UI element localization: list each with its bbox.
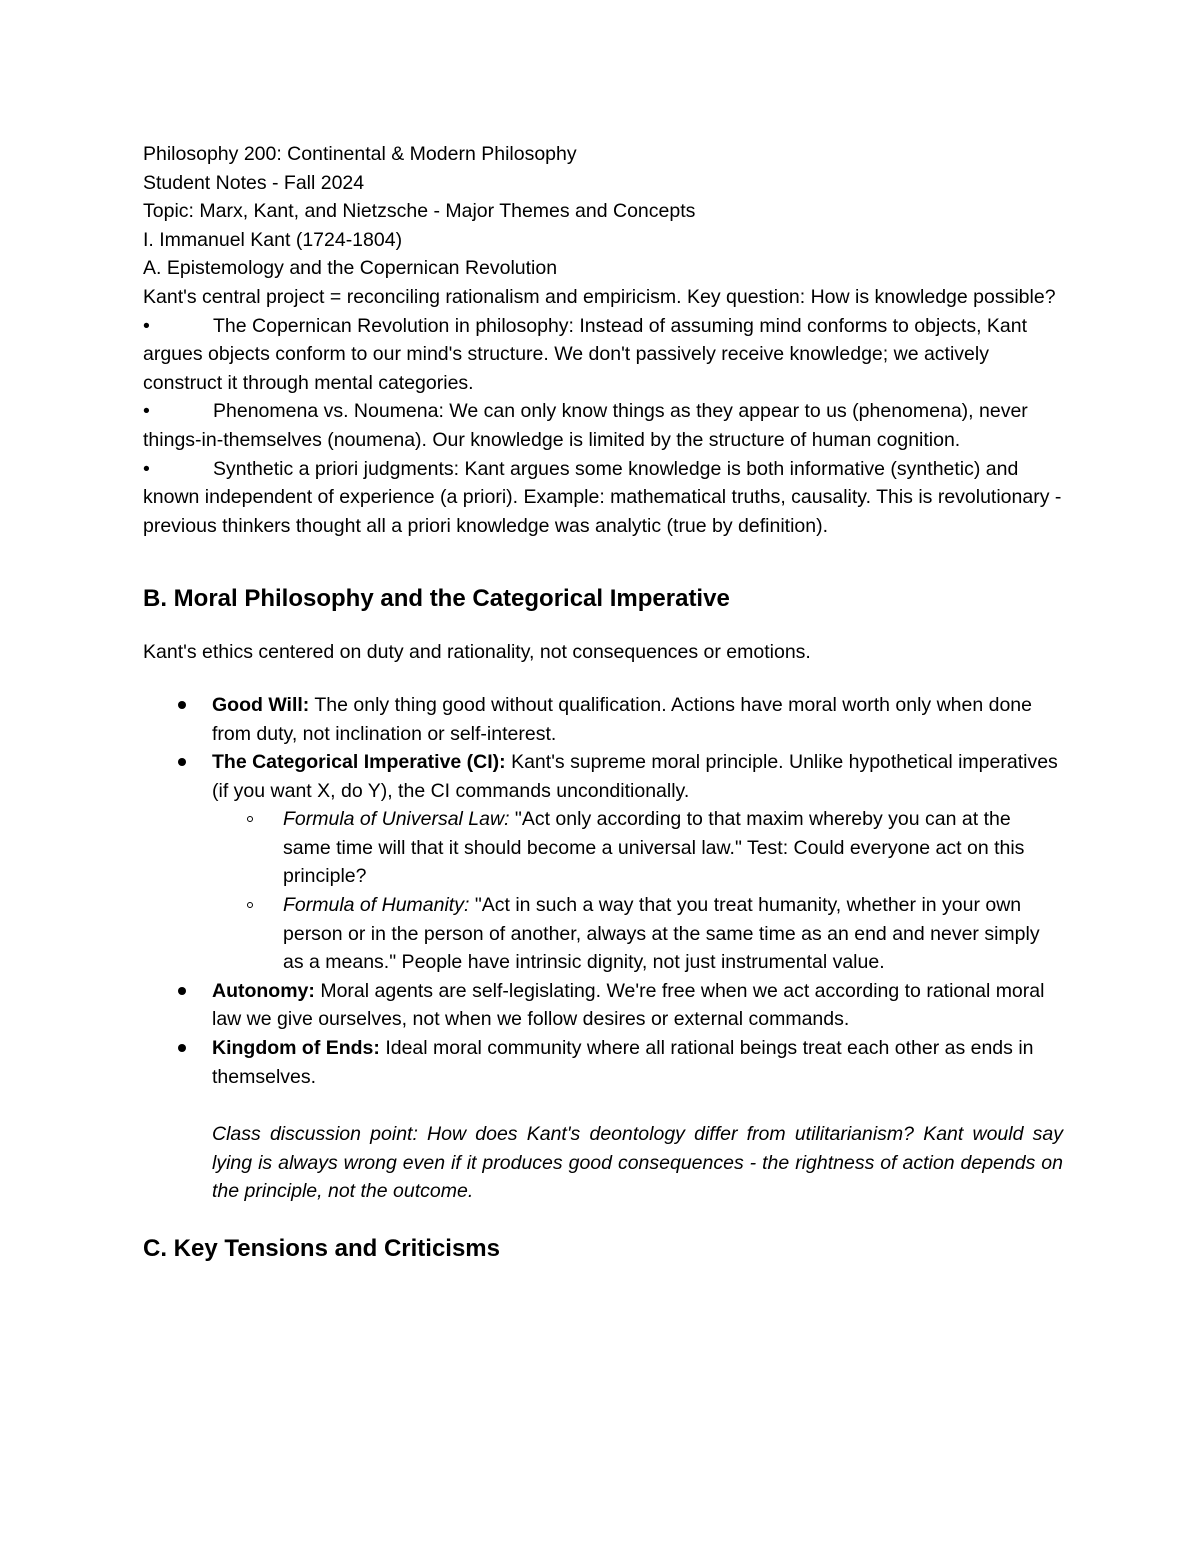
bullet-text: Phenomena vs. Noumena: We can only know things as they appear to us (phenomena), never things-in-themselves (noumena). Our knowledge is limited by the structure of human cognition.	[143, 400, 1028, 451]
section-a-intro: Kant's central project = reconciling rationalism and empiricism. Key question: How is knowledge possible?	[143, 285, 1056, 308]
list-item-kingdom-of-ends	[212, 1034, 1063, 1091]
list-item-autonomy	[212, 977, 1063, 1034]
ci-formula-list	[212, 805, 1063, 977]
course-title: Philosophy 200: Continental & Modern Philosophy	[143, 143, 577, 165]
bullet-glyph: •	[143, 314, 150, 337]
formula-text: "Act in such a way that you treat humanity, whether in your own person or in the person of another, always at the same time as an end and never simply as a means." People have intrinsic dignity, not just instrumental value.	[283, 894, 1040, 974]
section-a-title: A. Epistemology and the Copernican Revolution	[143, 257, 558, 280]
section-b-list	[143, 691, 1063, 1091]
term-text: Ideal moral community where all rational beings treat each other as ends in themselves.	[212, 1037, 1034, 1088]
term-label: Good Will:	[212, 693, 310, 716]
formula-text: "Act only according to that maxim whereby you can at the same time will that it should become a universal law." Test: Could everyone act on this principle?	[283, 808, 1025, 888]
bullet-glyph: •	[143, 400, 150, 423]
section-a-bullet-2	[143, 397, 1063, 454]
bullet-text: The Copernican Revolution in philosophy: Instead of assuming mind conforms to objects, Kant argues objects conform to our mind's structure. We don't passively receive knowledge; we actively construct it through mental categories.	[143, 314, 1028, 394]
term-label: Autonomy:	[212, 979, 315, 1002]
term-label: Kingdom of Ends:	[212, 1037, 380, 1060]
document-page	[143, 140, 1063, 1264]
term-text: The only thing good without qualification. Actions have moral worth only when done from duty, not inclination or self-interest.	[212, 693, 1032, 745]
section-i-title: I. Immanuel Kant (1724-1804)	[143, 228, 403, 251]
bullet-circle-icon	[247, 816, 253, 822]
section-b-intro: Kant's ethics centered on duty and rationality, not consequences or emotions.	[143, 641, 811, 664]
bullet-dot-icon	[178, 1044, 186, 1052]
notes-subtitle: Student Notes - Fall 2024	[143, 171, 365, 194]
formula-label: Formula of Universal Law:	[283, 808, 510, 831]
section-c-heading: C. Key Tensions and Criticisms	[143, 1235, 500, 1262]
bullet-glyph: •	[143, 457, 150, 480]
term-label: The Categorical Imperative (CI):	[212, 751, 506, 774]
class-discussion-note: Class discussion point: How does Kant's deontology differ from utilitarianism? Kant would say lying is always wrong even if it produces good consequences - the rightness of action depends on the principle, not the outcome.	[212, 1123, 1063, 1203]
list-item-good-will	[212, 691, 1063, 748]
term-text: Kant's supreme moral principle. Unlike hypothetical imperatives (if you want X, do Y), the CI commands unconditionally.	[212, 751, 1058, 802]
term-text: Moral agents are self-legislating. We're free when we act according to rational moral law we give ourselves, not when we follow desires or external commands.	[212, 979, 1045, 1031]
bullet-circle-icon	[247, 902, 253, 908]
list-item-universal-law	[283, 805, 1063, 891]
section-a-bullet-3	[143, 455, 1063, 541]
topic-line: Topic: Marx, Kant, and Nietzsche - Major Themes and Concepts	[143, 200, 696, 223]
section-a-bullet-1	[143, 312, 1063, 398]
list-item-humanity	[283, 891, 1063, 977]
list-item-categorical-imperative	[212, 748, 1063, 977]
section-b-heading: B. Moral Philosophy and the Categorical Imperative	[143, 585, 730, 613]
bullet-dot-icon	[178, 987, 186, 995]
bullet-text: Synthetic a priori judgments: Kant argues some knowledge is both informative (synthetic) and known independent of experience (a priori). Example: mathematical truths, causality. This is revolutionary - previous thinkers thought all a priori knowledge was analytic (true by definition).	[143, 457, 1062, 537]
bullet-dot-icon	[178, 701, 186, 709]
formula-label: Formula of Humanity:	[283, 894, 470, 917]
bullet-dot-icon	[178, 758, 186, 766]
